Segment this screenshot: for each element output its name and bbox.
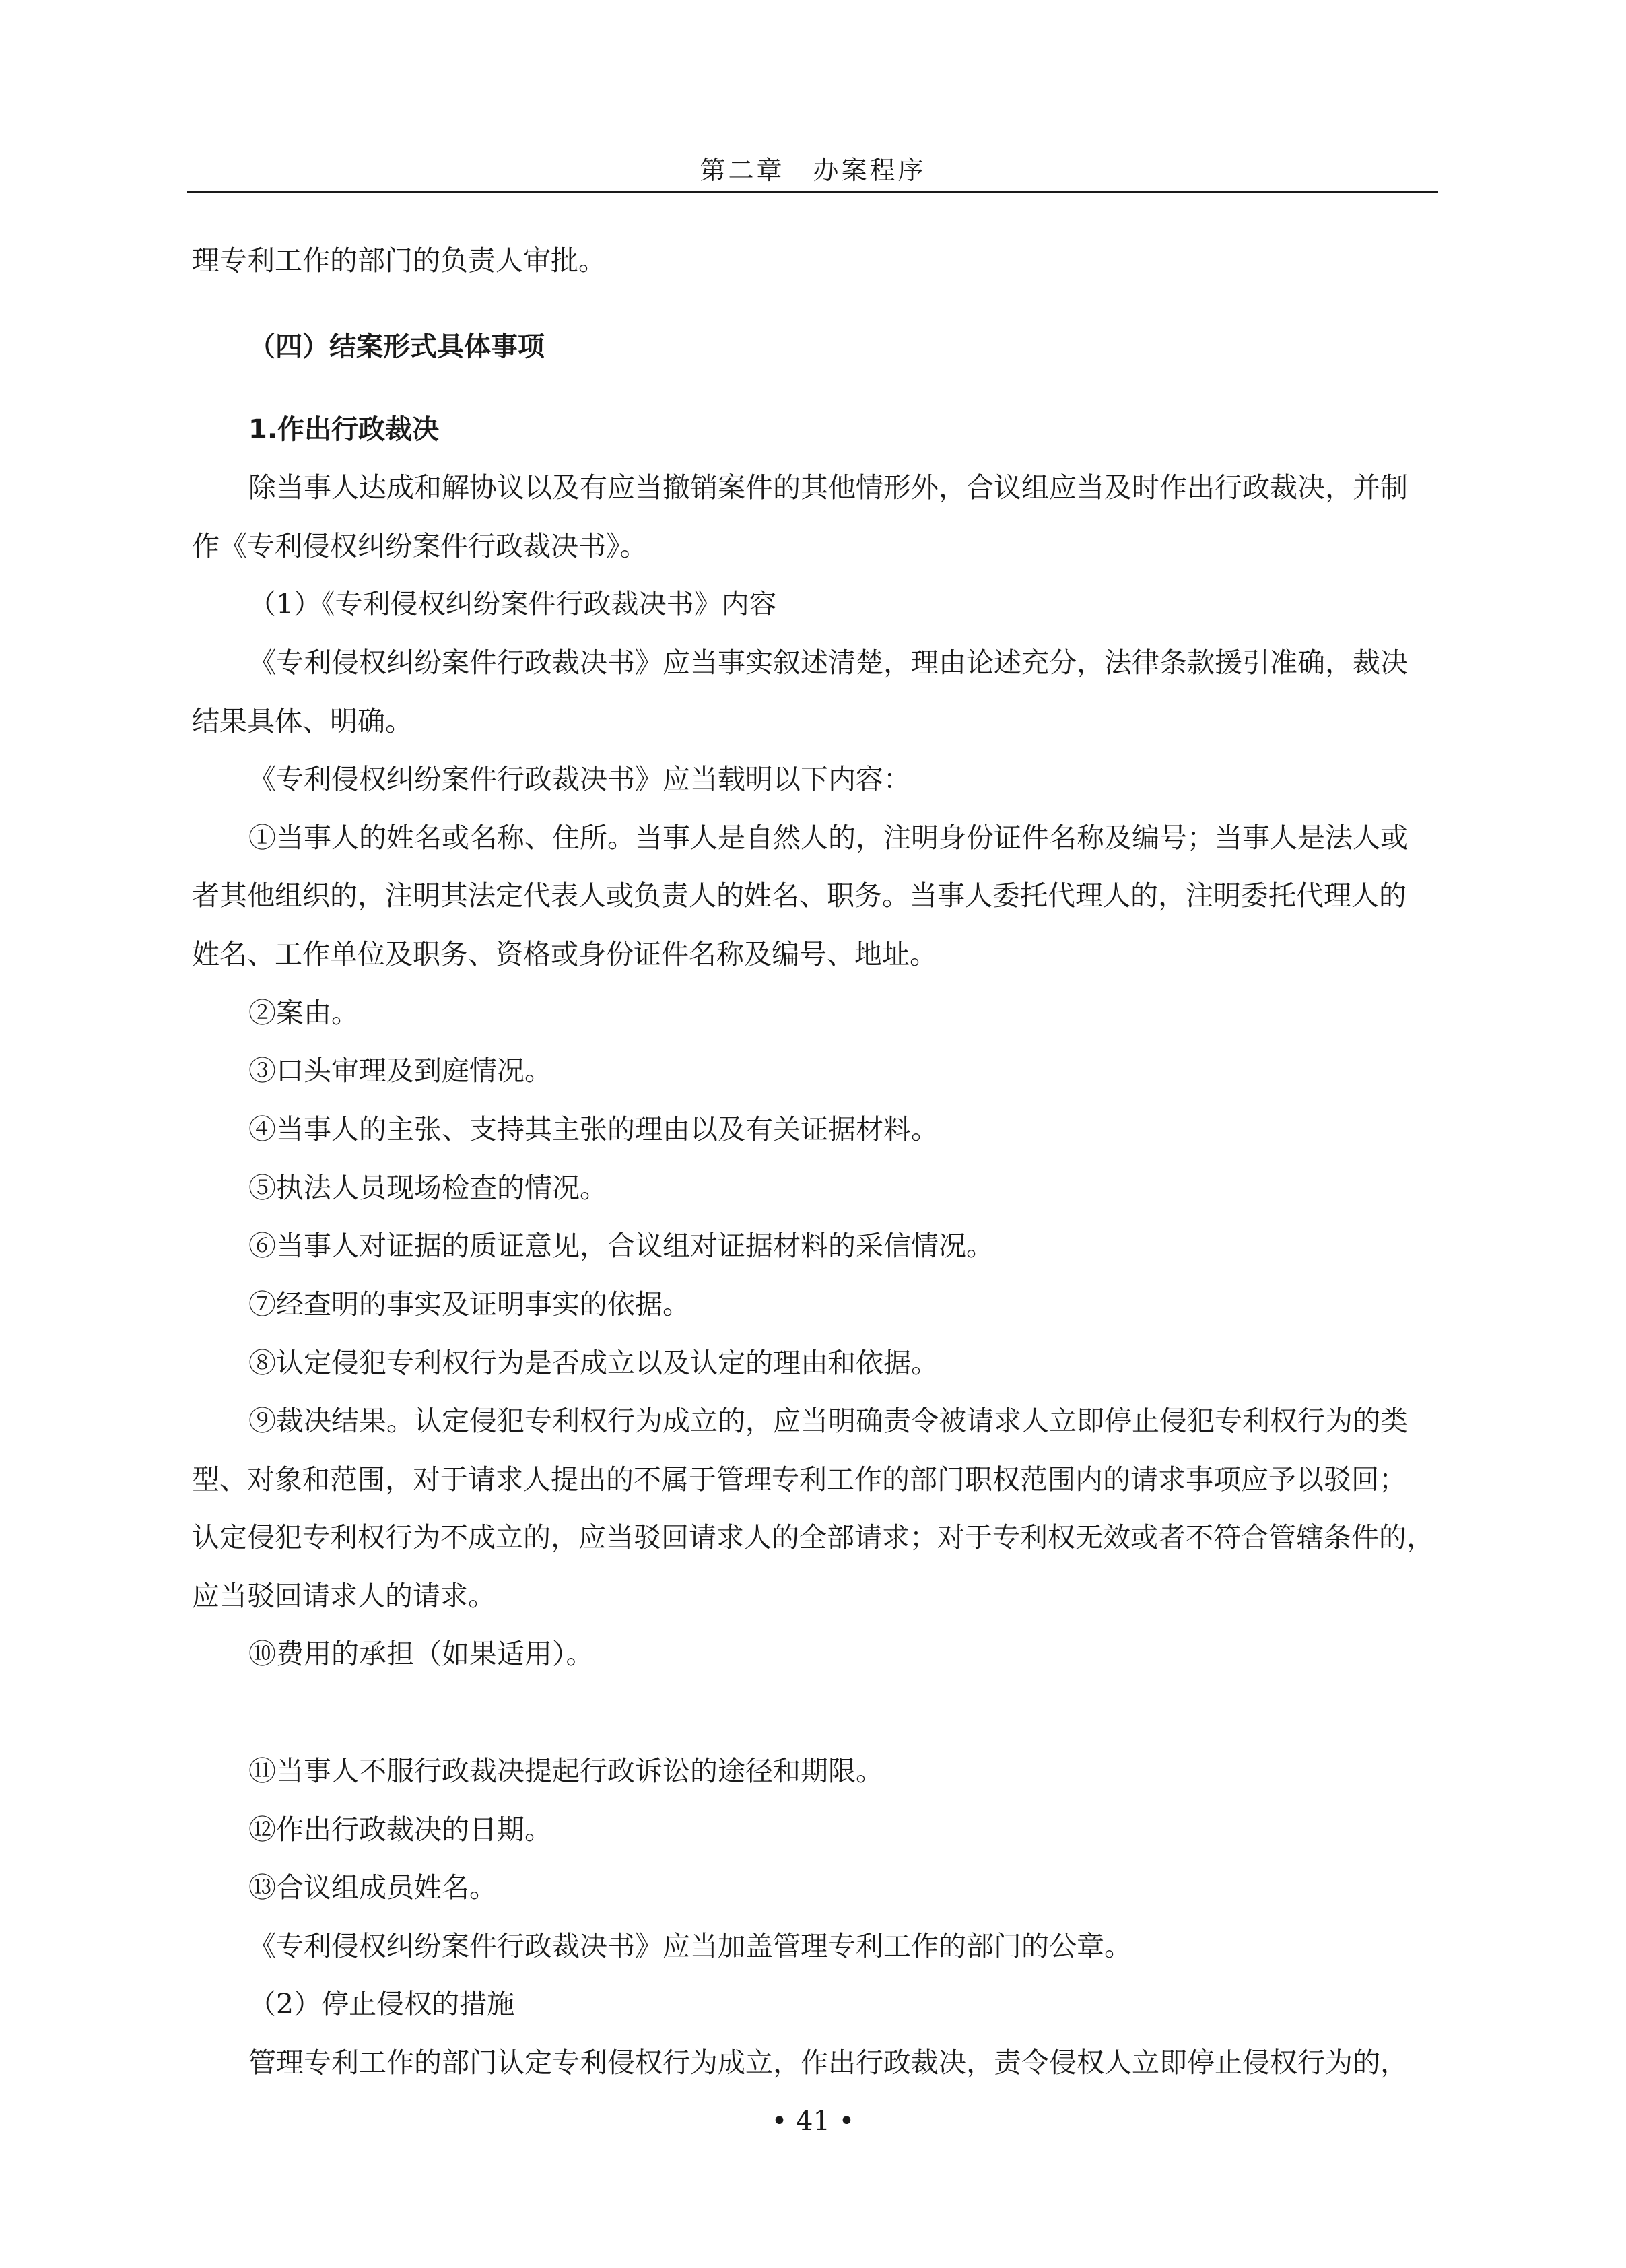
body-line: 管理专利工作的部门认定专利侵权行为成立，作出行政裁决，责令侵权人立即停止侵权行为的， bbox=[248, 2046, 1408, 2079]
item-heading: （2）停止侵权的措施 bbox=[248, 1988, 515, 2020]
list-item: ②案由。 bbox=[248, 997, 359, 1029]
header-rule bbox=[187, 191, 1438, 193]
list-item: ⑤执法人员现场检查的情况。 bbox=[248, 1172, 607, 1204]
body-line: 作《专利侵权纠纷案件行政裁决书》。 bbox=[192, 530, 648, 562]
list-item: ⑨裁决结果。认定侵犯专利权行为成立的，应当明确责令被请求人立即停止侵犯专利权行为的类 bbox=[248, 1405, 1408, 1437]
list-item: ④当事人的主张、支持其主张的理由以及有关证据材料。 bbox=[248, 1113, 939, 1145]
list-item: ⑦经查明的事实及证明事实的依据。 bbox=[248, 1288, 690, 1321]
list-item: ⑫作出行政裁决的日期。 bbox=[248, 1813, 552, 1846]
body-line: 《专利侵权纠纷案件行政裁决书》应当载明以下内容： bbox=[248, 763, 911, 795]
body-line: 姓名、工作单位及职务、资格或身份证件名称及编号、地址。 bbox=[192, 938, 937, 970]
list-item: ⑧认定侵犯专利权行为是否成立以及认定的理由和依据。 bbox=[248, 1347, 939, 1379]
body-line: 结果具体、明确。 bbox=[192, 705, 413, 737]
body-line: 理专利工作的部门的负责人审批。 bbox=[192, 244, 606, 277]
subsection-heading: 1.作出行政裁决 bbox=[248, 414, 440, 445]
body-line: 《专利侵权纠纷案件行政裁决书》应当加盖管理专利工作的部门的公章。 bbox=[248, 1930, 1132, 1962]
list-item: ①当事人的姓名或名称、住所。当事人是自然人的，注明身份证件名称及编号；当事人是法人或 bbox=[248, 822, 1408, 854]
section-heading: （四）结案形式具体事项 bbox=[248, 331, 545, 362]
body-line: 认定侵犯专利权行为不成立的，应当驳回请求人的全部请求；对于专利权无效或者不符合管辖条件的， bbox=[192, 1521, 1434, 1554]
body-line: 除当事人达成和解协议以及有应当撤销案件的其他情形外，合议组应当及时作出行政裁决，并制 bbox=[248, 471, 1408, 504]
item-heading: （1）《专利侵权纠纷案件行政裁决书》内容 bbox=[248, 588, 777, 620]
list-item: ⑪当事人不服行政裁决提起行政诉讼的途径和期限。 bbox=[248, 1755, 883, 1787]
body-line: 应当驳回请求人的请求。 bbox=[192, 1580, 496, 1612]
list-item: ⑥当事人对证据的质证意见，合议组对证据材料的采信情况。 bbox=[248, 1230, 994, 1262]
body-line: 《专利侵权纠纷案件行政裁决书》应当事实叙述清楚，理由论述充分，法律条款援引准确，裁决 bbox=[248, 646, 1408, 679]
list-item: ⑩费用的承担（如果适用）。 bbox=[248, 1638, 594, 1670]
list-item: ③口头审理及到庭情况。 bbox=[248, 1055, 552, 1087]
page-number: • 41 • bbox=[771, 2106, 855, 2137]
body-line: 型、对象和范围，对于请求人提出的不属于管理专利工作的部门职权范围内的请求事项应予以驳回； bbox=[192, 1463, 1407, 1496]
list-item: ⑬合议组成员姓名。 bbox=[248, 1871, 497, 1904]
chapter-header: 第二章 办案程序 bbox=[700, 156, 926, 185]
body-line: 者其他组织的，注明其法定代表人或负责人的姓名、职务。当事人委托代理人的，注明委托代理人的 bbox=[192, 879, 1407, 912]
